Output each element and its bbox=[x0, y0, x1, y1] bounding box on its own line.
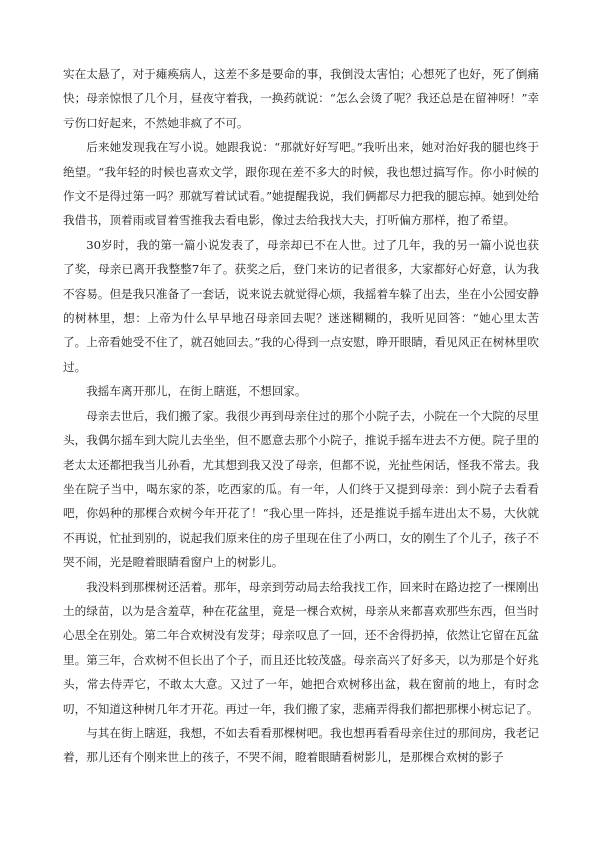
paragraph-1: 实在太悬了，对于瘫痪病人，这差不多是要命的事，我倒没太害怕；心想死了也好，死了倒痛快；母亲惊恨了几个月，昼夜守着我，一换药就说：“怎么会烫了呢？我还总是在留神呀！”幸亏伤口好起来，不然她非疯了不可。 bbox=[63, 67, 539, 130]
article-body bbox=[63, 62, 539, 770]
paragraph-5: 母亲去世后，我们搬了家。我很少再到母亲住过的那个小院子去，小院在一个大院的尽里头，我偶尔摇车到大院儿去坐坐，但不愿意去那个小院子，推说手摇车进去不方便。院子里的老太太还都把我当儿孙看，尤其想到我又没了母亲，但都不说，光扯些闲话，怪我不常去。我坐在院子当中，喝东家的茶，吃西家的瓜。有一年，人们终于又提到母亲：到小院子去看看吧，你妈种的那棵合欢树今年开花了！“我心里一阵抖，还是推说手摇车进出太不易，大伙就不再说，忙扯到别的，说起我们原来住的房子里现在住了小两口，女的刚生了个儿子，孩子不哭不闹，光是瞪着眼睛看窗户上的树影儿。 bbox=[63, 408, 539, 570]
paragraph-2: 后来她发现我在写小说。她跟我说：“那就好好写吧。”我听出来，她对治好我的腿也终于绝望。“我年轻的时候也喜欢文学，跟你现在差不多大的时候，我也想过搞写作。你小时候的作文不是得过第一吗？那就写着试试看。”她提醒我说，我们俩都尽力把我的腿忘掉。她到处给我借书，顶着雨或冒着雪推我去看电影，像过去给我找大夫，打听偏方那样，抱了希望。 bbox=[63, 140, 539, 228]
paragraph-4: 我摇车离开那儿，在街上瞎逛，不想回家。 bbox=[86, 384, 307, 399]
paragraph-7: 与其在街上瞎逛，我想，不如去看看那棵树吧。我也想再看看母亲住过的那间房，我老记着，那儿还有个刚来世上的孩子，不哭不闹，瞪着眼睛看树影儿，是那棵合欢树的影子 bbox=[63, 725, 539, 765]
paragraph-6: 我没料到那棵树还活着。那年，母亲到劳动局去给我找工作，回来时在路边挖了一棵刚出土的绿苗，以为是含羞草，种在花盆里，竟是一棵合欢树，母亲从来都喜欢那些东西，但当时心思全在别处。第二年合欢树没有发芽；母亲叹息了一回，还不舍得扔掉，依然让它留在瓦盆里。第三年，合欢树不但长出了个子，而且还比较茂盛。母亲高兴了好多天，以为那是个好兆头，常去侍弄它，不敢太大意。又过了一年，她把合欢树移出盆，栽在窗前的地上，有时念叨，不知道这种树几年才开花。再过一年，我们搬了家，悲痛弄得我们都把那棵小树忘记了。 bbox=[63, 579, 539, 716]
paragraph-3: 30岁时，我的第一篇小说发表了，母亲却已不在人世。过了几年，我的另一篇小说也获了奖，母亲已离开我整整7年了。获奖之后，登门来访的记者很多，大家都好心好意，认为我不容易。但是我只准备了一套话，说来说去就觉得心烦，我摇着车躲了出去，坐在小公园安静的树林里，想：上帝为什么早早地召母亲回去呢？迷迷糊糊的，我听见回答：“她心里太苦了。上帝看她受不住了，就召她回去。”我的心得到一点安慰，睁开眼睛，看见风正在树林里吹过。 bbox=[63, 237, 539, 374]
